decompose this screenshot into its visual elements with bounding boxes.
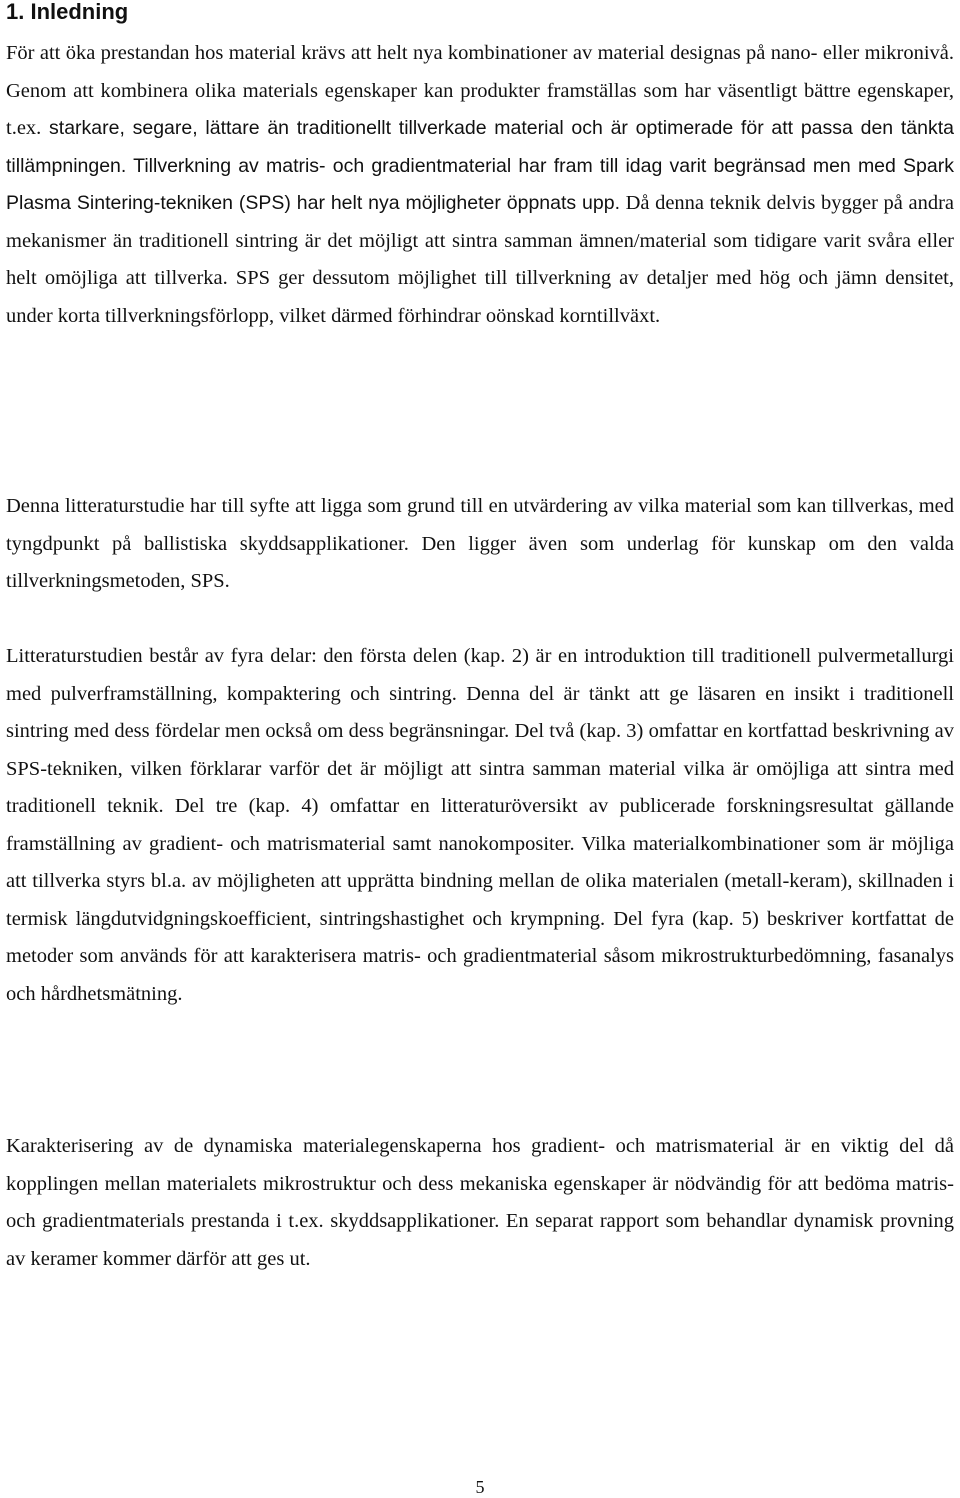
paragraph-introduction [6,35,954,335]
paragraph-characterization: Karakterisering av de dynamiska materialegenskaperna hos gradient- och matrismaterial är en viktig del då kopplingen mellan materialets mikrostruktur och dess mekaniska egenskaper är nödvändig för att bedöma matris- och gradientmaterials prestanda i t.ex. skyddsapplikationer. En separat rapport som behandlar dynamisk provning av keramer kommer därför att ges ut. [6,1135,954,1270]
paragraph-introduction-part-c: Då denna teknik delvis bygger på andra mekanismer än traditionell sintring är det möjligt att sintra samman ämnen/material som tidigare varit svåra eller helt omöjliga att tillverka. SPS ger dessutom möjlighet till tillverkning av detaljer med hög och jämn densitet, under korta tillverkningsförlopp, vilket därmed förhindrar oönskad korntillväxt. [6,192,954,327]
paragraph-purpose: Denna litteraturstudie har till syfte att ligga som grund till en utvärdering av vilka material som kan tillverkas, med tyngdpunkt på ballistiska skyddsapplikationer. Den ligger även som underlag för kunskap om den valda tillverkningsmetoden, SPS. [6,495,954,592]
page-number: 5 [475,1477,485,1497]
paragraph-introduction-part-a: För att öka prestandan hos material krävs att helt nya kombinationer av material designas på nano- eller mikronivå. Genom att kombinera olika materials egenskaper kan produkter framställas som har väsentligt bättre egenskaper, t.ex. [6,42,954,139]
paragraph-introduction-part-b: starkare, segare, lättare än traditionellt tillverkade material och är optimerade för att passa den tänkta tillämpningen. Tillverkning av matris- och gradientmaterial har fram till idag varit begränsad men med Spark Plasma Sintering-tekniken (SPS) har helt nya möjligheter öppnats upp. [6,117,954,214]
paragraph-structure: Litteraturstudien består av fyra delar: den första delen (kap. 2) är en introduktion till traditionell pulvermetallurgi med pulverframställning, kompaktering och sintring. Denna del är tänkt att ge läsaren en insikt i traditionell sintring med dess fördelar men också om dess begränsningar. Del två (kap. 3) omfattar en kortfattad beskrivning av SPS-tekniken, vilken förklarar varför det är möjligt att sintra samman material vilka är omöjliga att sintra med traditionell teknik. Del tre (kap. 4) omfattar en litteraturöversikt av publicerade forskningsresultat gällande framställning av gradient- och matrismaterial samt nanokompositer. Vilka materialkombinationer som är möjliga att tillverka styrs bl.a. av möjligheten att upprätta bindning mellan de olika materialen (metall-keram), skillnaden i termisk längdutvidgningskoefficient, sintringshastighet och krympning. Del fyra (kap. 5) beskriver kortfattat de metoder som används för att karakterisera matris- och gradientmaterial såsom mikrostrukturbedömning, fasanalys och hårdhetsmätning. [6,645,954,1005]
document-page [6,0,954,1498]
section-heading: 1. Inledning [6,0,129,24]
